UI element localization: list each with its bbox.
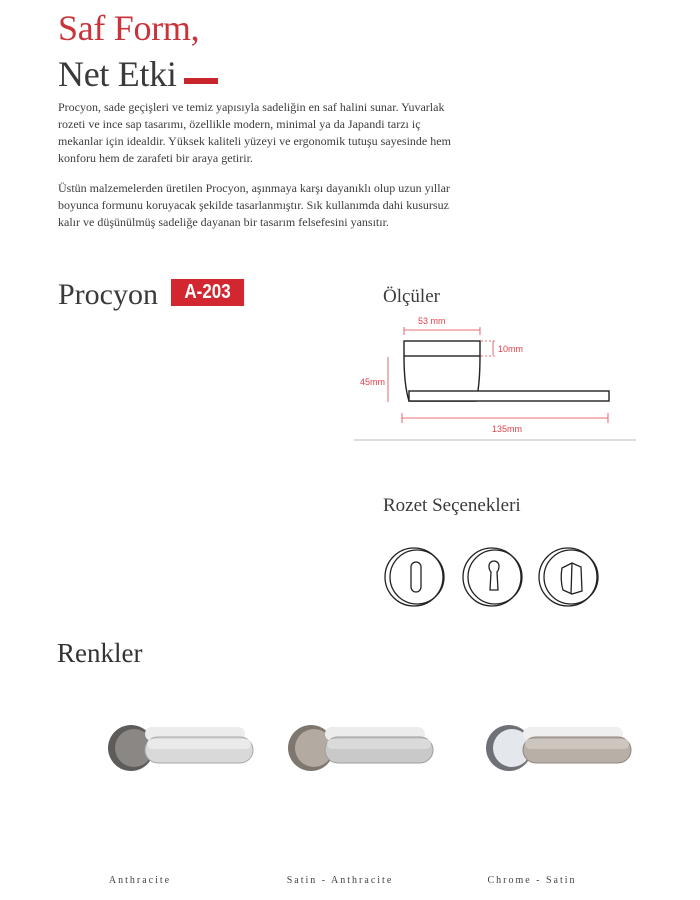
dimensions-heading: Ölçüler [383, 286, 440, 307]
rosette-options-heading: Rozet Seçenekleri [383, 495, 521, 516]
handle-satin-anthracite-image [285, 715, 435, 780]
dim-label-height: 45mm [360, 377, 386, 387]
lever-outline [409, 391, 609, 401]
finish-label-satin-anthracite: Satin - Anthracite [286, 875, 394, 886]
handle-chrome-satin-image [483, 715, 633, 780]
dimensions-drawing [350, 305, 650, 445]
dim-label-depth: 10mm [498, 344, 524, 354]
product-name: Procyon [58, 278, 158, 311]
dim-label-length: 135mm [492, 424, 523, 434]
rosette-options [380, 540, 620, 620]
dim-label-width: 53 mm [418, 316, 446, 326]
headline-line-2: Net Etki [58, 54, 177, 94]
headline-line-1: Saf Form, [58, 8, 200, 48]
finish-label-chrome-satin: Chrome - Satin [487, 875, 577, 886]
accent-bar [184, 78, 218, 84]
key-keyhole-rosette-icon [463, 548, 522, 606]
thumb-turn-rosette-icon [539, 548, 598, 606]
intro-paragraph-1: Procyon, sade geçişleri ve temiz yapısıyla sadeliğin en saf halini sunar. Yuvarlak rozeti ve ince sap tasarımı, özellikle modern, minimal ya da Japandi tarzı iç mekanlar için idealdir. Yüksek kaliteli yüzeyi ve ergonomik tutuşu sayesinde hem konforu hem de zarafeti bir araya getirir. [58, 100, 451, 165]
finish-label-anthracite: Anthracite [108, 875, 172, 886]
colors-heading: Renkler [57, 638, 143, 668]
rose-cap-outline [404, 341, 480, 356]
product-code-badge: A-203 [171, 279, 244, 306]
oval-keyhole-rosette-icon [385, 548, 444, 606]
handle-anthracite-image [105, 715, 255, 780]
intro-paragraph-2: Üstün malzemelerden üretilen Procyon, aşınmaya karşı dayanıklı olup uzun yıllar boyunca formunu koruyacak şekilde tasarlanmıştır. Sık kullanımda dahi kusursuz kalır ve düşünülmüş sadeliğe dayanan bir tasarım felsefesini yansıtır. [58, 181, 450, 229]
